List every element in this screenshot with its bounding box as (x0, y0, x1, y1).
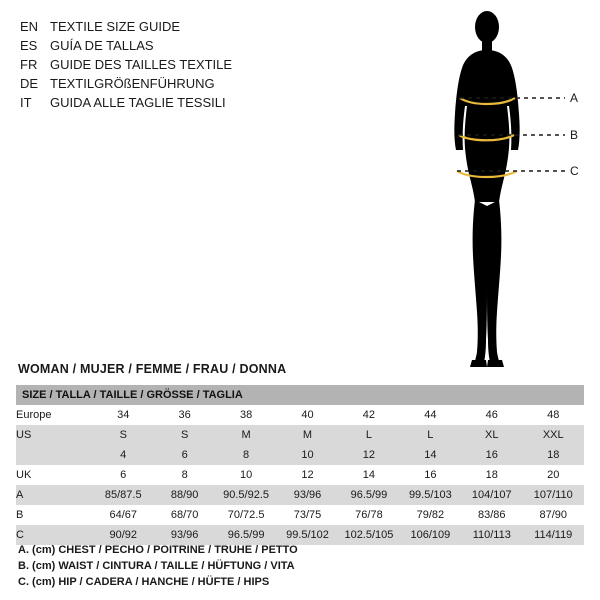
language-code: IT (20, 95, 32, 110)
callout-label-c: C (570, 164, 579, 178)
language-row (20, 18, 290, 35)
cell: 90.5/92.5 (215, 485, 276, 505)
cell: 6 (154, 445, 215, 465)
cell: 107/110 (522, 485, 584, 505)
cell: 68/70 (154, 505, 215, 525)
language-code: DE (20, 76, 39, 91)
row-label: US (16, 425, 93, 445)
cell: 102.5/105 (338, 525, 399, 545)
female-silhouette-icon (420, 10, 595, 370)
cell: 93/96 (154, 525, 215, 545)
table-row (16, 485, 584, 505)
cell: L (338, 425, 399, 445)
language-title: GUIDA ALLE TAGLIE TESSILI (50, 95, 226, 110)
cell: 76/78 (338, 505, 399, 525)
cell: 10 (215, 465, 276, 485)
table-row (16, 445, 584, 465)
cell: 87/90 (522, 505, 584, 525)
cell: 12 (277, 465, 338, 485)
cell: S (93, 425, 154, 445)
row-label: C (16, 525, 93, 545)
language-title: TEXTILE SIZE GUIDE (50, 19, 181, 34)
cell: 18 (461, 465, 522, 485)
callout-label-b: B (570, 128, 579, 142)
language-row (20, 94, 290, 111)
language-row (20, 37, 290, 54)
cell: 70/72.5 (215, 505, 276, 525)
row-label: B (16, 505, 93, 525)
table-header-label: SIZE / TALLA / TAILLE / GRÖSSE / TAGLIA (16, 385, 584, 405)
cell: 18 (522, 445, 584, 465)
cell: 20 (522, 465, 584, 485)
table-row (16, 465, 584, 485)
cell: 8 (215, 445, 276, 465)
cell: 10 (277, 445, 338, 465)
cell: M (215, 425, 276, 445)
language-title-list (20, 18, 290, 113)
table-row (16, 425, 584, 445)
cell: 88/90 (154, 485, 215, 505)
cell: 99.5/103 (400, 485, 461, 505)
cell: 44 (400, 405, 461, 425)
cell: 106/109 (400, 525, 461, 545)
callout-label-a: A (570, 91, 579, 105)
measurement-figure (420, 10, 595, 370)
table-header-row (16, 385, 584, 405)
measurement-legend (18, 542, 298, 590)
cell: 79/82 (400, 505, 461, 525)
cell: 16 (461, 445, 522, 465)
size-table (16, 385, 584, 545)
cell: 93/96 (277, 485, 338, 505)
table-row (16, 405, 584, 425)
language-row (20, 56, 290, 73)
language-row (20, 75, 290, 92)
cell: 83/86 (461, 505, 522, 525)
cell: 104/107 (461, 485, 522, 505)
language-title: GUÍA DE TALLAS (50, 38, 154, 53)
cell: 40 (277, 405, 338, 425)
cell: 14 (338, 465, 399, 485)
language-code: EN (20, 19, 39, 34)
cell: L (400, 425, 461, 445)
legend-item-hip: C. (cm) HIP / CADERA / HANCHE / HÜFTE / HIPS (18, 576, 270, 588)
legend-item-waist: B. (cm) WAIST / CINTURA / TAILLE / HÜFTUNG / VITA (18, 560, 295, 572)
cell: 38 (215, 405, 276, 425)
cell: 73/75 (277, 505, 338, 525)
cell: 12 (338, 445, 399, 465)
table-row (16, 505, 584, 525)
cell: 64/67 (93, 505, 154, 525)
cell: M (277, 425, 338, 445)
cell: 114/119 (522, 525, 584, 545)
cell: 110/113 (461, 525, 522, 545)
cell: XL (461, 425, 522, 445)
language-title: TEXTILGRÖßENFÜHRUNG (50, 76, 215, 91)
cell: 90/92 (93, 525, 154, 545)
cell: 42 (338, 405, 399, 425)
cell: 16 (400, 465, 461, 485)
cell: 99.5/102 (277, 525, 338, 545)
language-code: ES (20, 38, 38, 53)
cell: 36 (154, 405, 215, 425)
row-label: Europe (16, 405, 93, 425)
cell: 96.5/99 (338, 485, 399, 505)
cell: 96.5/99 (215, 525, 276, 545)
row-label: UK (16, 465, 93, 485)
cell: 46 (461, 405, 522, 425)
cell: 14 (400, 445, 461, 465)
cell: 4 (93, 445, 154, 465)
cell: 85/87.5 (93, 485, 154, 505)
cell: 34 (93, 405, 154, 425)
cell: 6 (93, 465, 154, 485)
cell: XXL (522, 425, 584, 445)
language-code: FR (20, 57, 38, 72)
language-title: GUIDE DES TAILLES TEXTILE (50, 57, 233, 72)
row-label: A (16, 485, 93, 505)
cell: S (154, 425, 215, 445)
legend-item-chest: A. (cm) CHEST / PECHO / POITRINE / TRUHE / PETTO (18, 544, 298, 556)
cell: 8 (154, 465, 215, 485)
section-heading: WOMAN / MUJER / FEMME / FRAU / DONNA (18, 362, 287, 376)
row-label (16, 445, 93, 465)
cell: 48 (522, 405, 584, 425)
